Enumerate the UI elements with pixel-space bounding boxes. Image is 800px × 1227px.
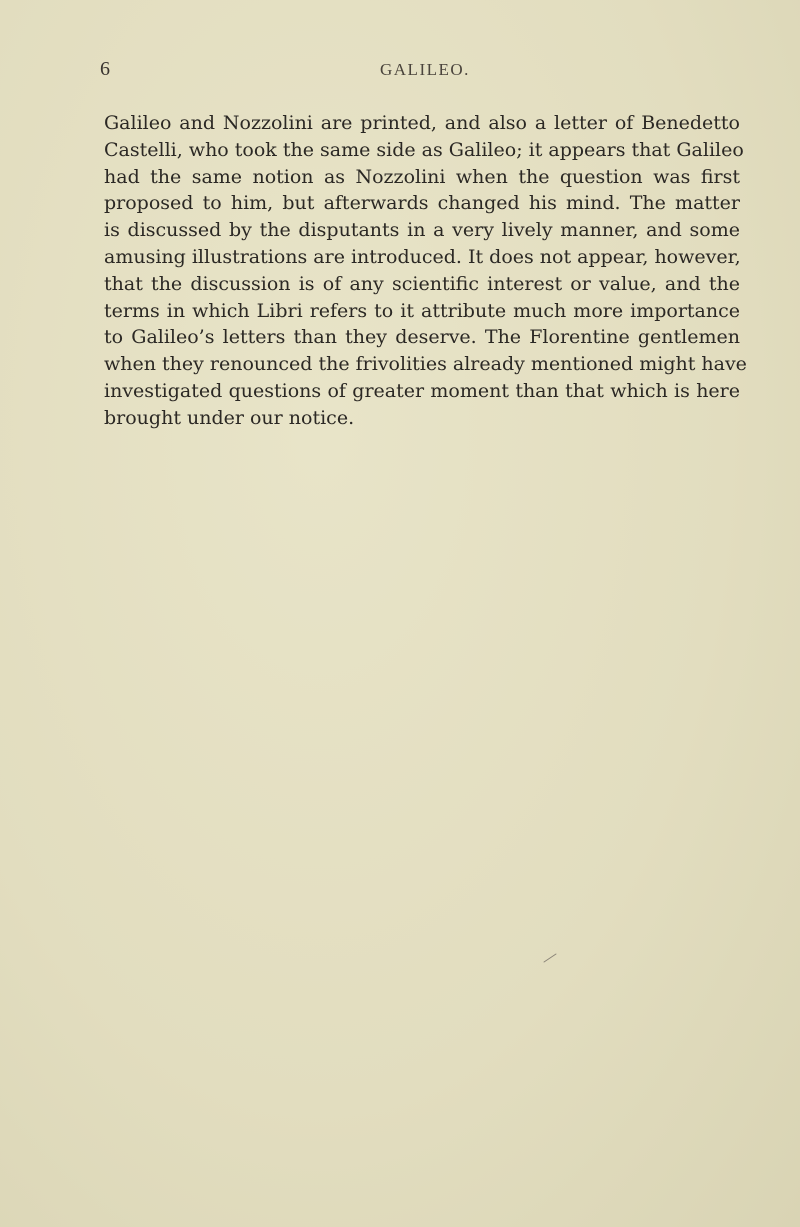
- text-line: when they renounced the frivolities already mentioned might have: [104, 353, 747, 376]
- text-line: had the same notion as Nozzolini when the question was first: [104, 165, 740, 188]
- text-line: is discussed by the disputants in a very lively manner, and some: [104, 219, 740, 242]
- running-title: GALILEO.: [380, 60, 470, 79]
- text-line: to Galileo’s letters than they deserve. The Florentine gentlemen: [104, 326, 740, 349]
- text-line: Castelli, who took the same side as Galileo; it appears that Galileo: [104, 138, 744, 161]
- running-head: [100, 58, 740, 88]
- text-line: proposed to him, but afterwards changed his mind. The matter: [104, 192, 740, 215]
- text-line: brought under our notice.: [104, 406, 355, 429]
- text-line: terms in which Libri refers to it attribute much more importance: [104, 299, 740, 322]
- body-paragraph: [104, 110, 747, 432]
- pencil-mark: [543, 953, 557, 963]
- page-number: 6: [100, 58, 110, 80]
- text-line: that the discussion is of any scientific interest or value, and the: [104, 272, 740, 295]
- text-line: amusing illustrations are introduced. It does not appear, however,: [104, 245, 741, 268]
- text-line: Galileo and Nozzolini are printed, and also a letter of Benedetto: [104, 112, 740, 134]
- text-line: investigated questions of greater moment than that which is here: [104, 379, 740, 402]
